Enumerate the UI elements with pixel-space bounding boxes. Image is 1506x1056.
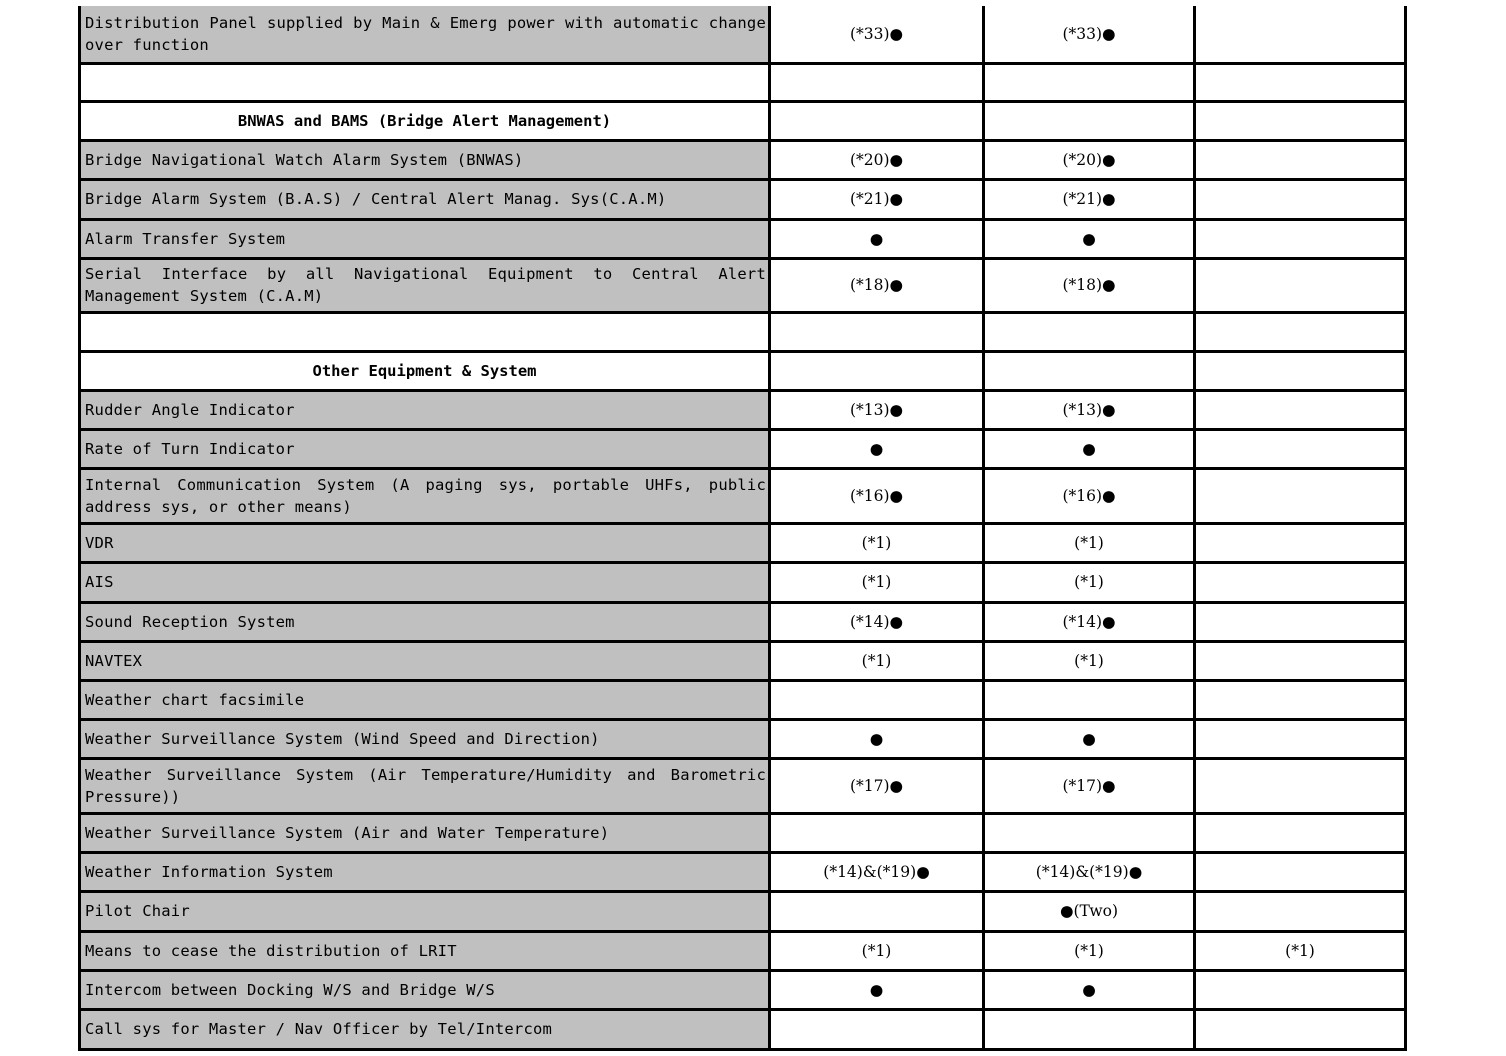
item-label: Internal Communication System (A paging sys, portable UHFs, public address sys, or other means): [80, 468, 770, 523]
value-cell-col2: ●: [984, 970, 1195, 1009]
table-row: [80, 1009, 1406, 1049]
value-cell-col3: [1195, 562, 1406, 602]
table-row: [80, 258, 1406, 312]
table-row: [80, 179, 1406, 219]
item-label: Pilot Chair: [80, 891, 770, 931]
value-cell-col3: [1195, 813, 1406, 852]
value-cell-col1: (*14)&(*19)●: [770, 852, 984, 891]
value-cell-col3: [1195, 641, 1406, 680]
item-label: Weather chart facsimile: [80, 680, 770, 719]
value-cell-col2: (*1): [984, 523, 1195, 562]
table-row: [80, 6, 1406, 63]
blank-cell: [770, 312, 984, 351]
table-row: [80, 523, 1406, 562]
blank-cell: [984, 101, 1195, 140]
blank-cell: [1195, 351, 1406, 390]
value-cell-col1: (*21)●: [770, 179, 984, 219]
blank-cell: [770, 351, 984, 390]
item-label: Serial Interface by all Navigational Equipment to Central Alert Management System (C.A.M): [80, 258, 770, 312]
table-row: [80, 931, 1406, 970]
table-row: [80, 562, 1406, 602]
value-cell-col2: (*16)●: [984, 468, 1195, 523]
value-cell-col1: (*16)●: [770, 468, 984, 523]
value-cell-col1: (*17)●: [770, 758, 984, 813]
table-row: [80, 140, 1406, 179]
table-row: [80, 641, 1406, 680]
value-cell-col1: ●: [770, 429, 984, 468]
blank-row: [80, 63, 1406, 101]
item-label: Weather Information System: [80, 852, 770, 891]
value-cell-col3: [1195, 468, 1406, 523]
blank-cell: [80, 312, 770, 351]
table-row: [80, 219, 1406, 258]
value-cell-col3: [1195, 390, 1406, 429]
value-cell-col1: (*20)●: [770, 140, 984, 179]
value-cell-col3: [1195, 891, 1406, 931]
item-label: Sound Reception System: [80, 602, 770, 641]
value-cell-col1: (*13)●: [770, 390, 984, 429]
table-row: [80, 468, 1406, 523]
item-label: Means to cease the distribution of LRIT: [80, 931, 770, 970]
value-cell-col3: [1195, 680, 1406, 719]
item-label: Intercom between Docking W/S and Bridge W/S: [80, 970, 770, 1009]
value-cell-col1: (*33)●: [770, 6, 984, 63]
section-header-row: [80, 101, 1406, 140]
value-cell-col3: [1195, 219, 1406, 258]
blank-row: [80, 312, 1406, 351]
section-header: Other Equipment & System: [80, 351, 770, 390]
value-cell-col1: [770, 891, 984, 931]
table-row: [80, 429, 1406, 468]
value-cell-col3: [1195, 1009, 1406, 1049]
value-cell-col1: (*1): [770, 562, 984, 602]
value-cell-col3: [1195, 602, 1406, 641]
table-row: [80, 390, 1406, 429]
blank-cell: [1195, 63, 1406, 101]
value-cell-col2: [984, 813, 1195, 852]
item-label: AIS: [80, 562, 770, 602]
value-cell-col2: (*21)●: [984, 179, 1195, 219]
table-row: [80, 813, 1406, 852]
value-cell-col2: (*1): [984, 931, 1195, 970]
blank-cell: [984, 63, 1195, 101]
table-row: [80, 758, 1406, 813]
value-cell-col2: [984, 1009, 1195, 1049]
equipment-table-body: [80, 6, 1406, 1049]
value-cell-col1: ●: [770, 219, 984, 258]
item-label: Rudder Angle Indicator: [80, 390, 770, 429]
table-row: [80, 602, 1406, 641]
value-cell-col1: [770, 813, 984, 852]
value-cell-col2: ●(Two): [984, 891, 1195, 931]
value-cell-col1: [770, 1009, 984, 1049]
blank-cell: [1195, 101, 1406, 140]
value-cell-col1: (*1): [770, 523, 984, 562]
value-cell-col3: [1195, 852, 1406, 891]
value-cell-col1: (*1): [770, 931, 984, 970]
value-cell-col3: (*1): [1195, 931, 1406, 970]
value-cell-col2: (*1): [984, 562, 1195, 602]
item-label: Weather Surveillance System (Wind Speed and Direction): [80, 719, 770, 758]
table-row: [80, 891, 1406, 931]
value-cell-col1: (*18)●: [770, 258, 984, 312]
blank-cell: [984, 351, 1195, 390]
item-label: Weather Surveillance System (Air and Water Temperature): [80, 813, 770, 852]
value-cell-col3: [1195, 970, 1406, 1009]
value-cell-col1: ●: [770, 970, 984, 1009]
value-cell-col3: [1195, 140, 1406, 179]
item-label: Call sys for Master / Nav Officer by Tel/Intercom: [80, 1009, 770, 1049]
value-cell-col1: (*14)●: [770, 602, 984, 641]
value-cell-col2: ●: [984, 219, 1195, 258]
value-cell-col2: ●: [984, 429, 1195, 468]
item-label: Bridge Alarm System (B.A.S) / Central Alert Manag. Sys(C.A.M): [80, 179, 770, 219]
value-cell-col3: [1195, 758, 1406, 813]
value-cell-col2: (*33)●: [984, 6, 1195, 63]
value-cell-col2: (*20)●: [984, 140, 1195, 179]
value-cell-col1: [770, 680, 984, 719]
value-cell-col3: [1195, 179, 1406, 219]
value-cell-col3: [1195, 6, 1406, 63]
section-header-row: [80, 351, 1406, 390]
table-row: [80, 719, 1406, 758]
value-cell-col2: (*14)●: [984, 602, 1195, 641]
item-label: Bridge Navigational Watch Alarm System (BNWAS): [80, 140, 770, 179]
blank-cell: [770, 101, 984, 140]
value-cell-col2: (*18)●: [984, 258, 1195, 312]
value-cell-col2: (*1): [984, 641, 1195, 680]
value-cell-col2: ●: [984, 719, 1195, 758]
item-label: Rate of Turn Indicator: [80, 429, 770, 468]
table-row: [80, 970, 1406, 1009]
value-cell-col2: [984, 680, 1195, 719]
value-cell-col3: [1195, 719, 1406, 758]
value-cell-col3: [1195, 258, 1406, 312]
item-label: Weather Surveillance System (Air Temperature/Humidity and Barometric Pressure)): [80, 758, 770, 813]
equipment-table: [78, 6, 1407, 1051]
item-label: VDR: [80, 523, 770, 562]
value-cell-col3: [1195, 429, 1406, 468]
value-cell-col2: (*13)●: [984, 390, 1195, 429]
value-cell-col1: ●: [770, 719, 984, 758]
blank-cell: [984, 312, 1195, 351]
item-label: Alarm Transfer System: [80, 219, 770, 258]
blank-cell: [80, 63, 770, 101]
table-row: [80, 852, 1406, 891]
item-label: Distribution Panel supplied by Main & Emerg power with automatic change over function: [80, 6, 770, 63]
blank-cell: [1195, 312, 1406, 351]
item-label: NAVTEX: [80, 641, 770, 680]
blank-cell: [770, 63, 984, 101]
value-cell-col2: (*14)&(*19)●: [984, 852, 1195, 891]
value-cell-col1: (*1): [770, 641, 984, 680]
table-row: [80, 680, 1406, 719]
value-cell-col3: [1195, 523, 1406, 562]
section-header: BNWAS and BAMS (Bridge Alert Management): [80, 101, 770, 140]
value-cell-col2: (*17)●: [984, 758, 1195, 813]
